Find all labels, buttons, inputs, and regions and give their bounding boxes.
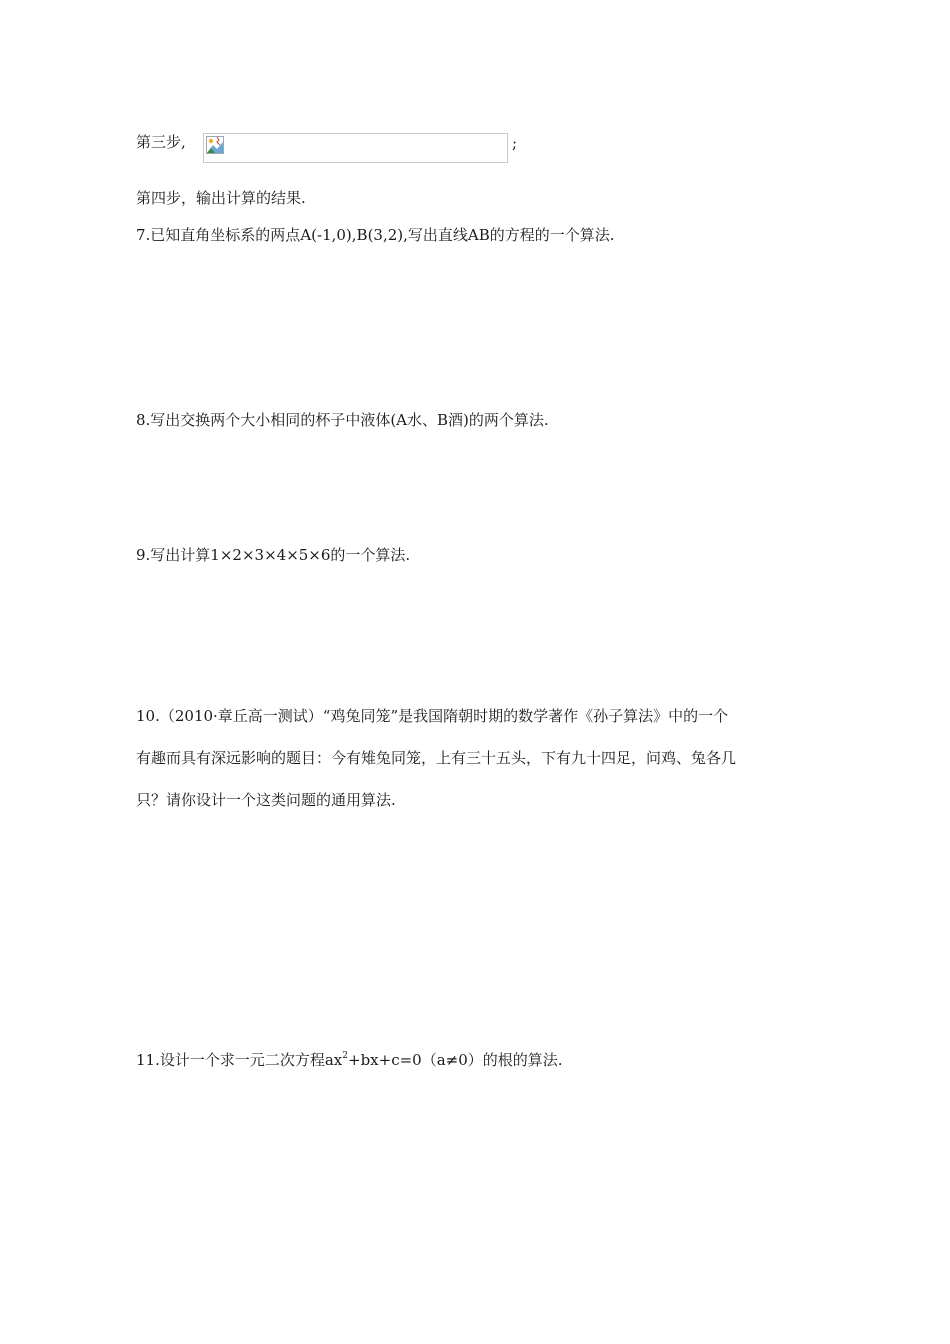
question-10 — [136, 695, 826, 821]
step3-semicolon: ; — [512, 134, 518, 152]
step3-label: 第三步, — [136, 133, 186, 151]
question-11 — [136, 1050, 563, 1070]
question-10-line-2: 有趣而具有深远影响的题目：今有雉兔同笼，上有三十五头，下有九十四足，问鸡、兔各几 — [136, 749, 737, 767]
question-11-prefix: 11.设计一个求一元二次方程ax — [136, 1051, 343, 1069]
question-9: 9.写出计算1×2×3×4×5×6的一个算法. — [136, 546, 411, 564]
question-11-suffix: +bx+c=0（a≠0）的根的算法. — [348, 1051, 563, 1069]
question-10-line-1: 10.（2010·章丘高一测试）“鸡兔同笼”是我国隋朝时期的数学著作《孙子算法》中的一个 — [136, 707, 729, 725]
step4-text: 第四步，输出计算的结果. — [136, 189, 306, 207]
question-10-line-3: 只？请你设计一个这类问题的通用算法. — [136, 791, 396, 809]
question-8: 8.写出交换两个大小相同的杯子中液体(A水、B酒)的两个算法. — [136, 411, 549, 429]
question-11-exponent: 2 — [342, 1051, 348, 1061]
broken-image-icon — [206, 136, 224, 154]
embedded-formula-image — [203, 133, 508, 163]
question-7: 7.已知直角坐标系的两点A(-1,0),B(3,2),写出直线AB的方程的一个算法. — [136, 226, 615, 244]
